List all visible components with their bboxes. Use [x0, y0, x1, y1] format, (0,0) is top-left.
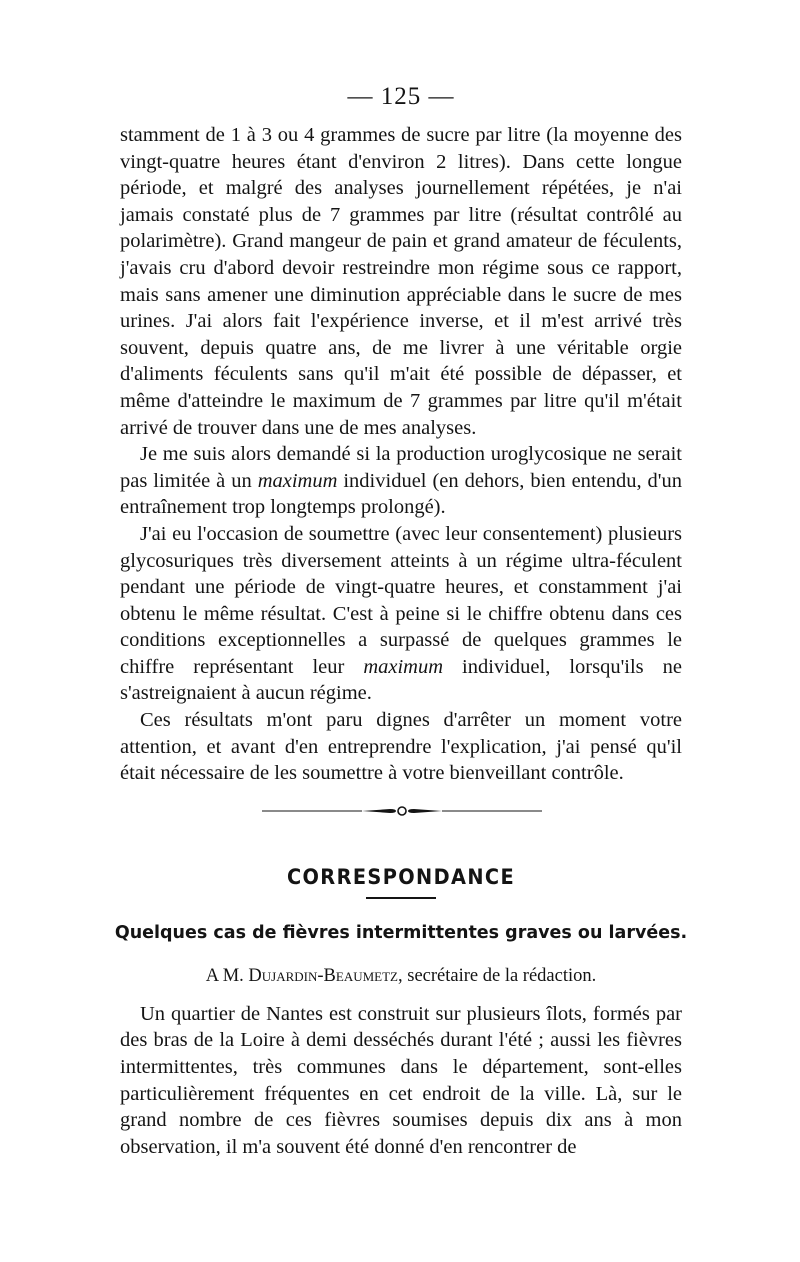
- paragraph-continuation: stamment de 1 à 3 ou 4 grammes de sucre par litre (la moyenne des vingt-quatre heures étant d'environ 2 litres). Dans cette longue période, et malgré des analyses journellement répétées, je n'ai jamais constaté plus de 7 grammes par litre (résultat contrôlé au polarimètre). Grand mangeur de pain et grand amateur de féculents, j'avais cru d'abord devoir restreindre mon régime sous ce rapport, mais sans amener une diminution appréciable dans le sucre de mes urines. J'ai alors fait l'expérience inverse, et il m'est arrivé très souvent, depuis quatre ans, de me livrer à une véritable orgie d'aliments féculents sans qu'il m'ait été possible de dépasser, et même d'atteindre le maximum de 7 grammes par litre qu'il m'était arrivé de trouver dans une de mes analyses.: [120, 124, 682, 439]
- paragraph-nantes: Un quartier de Nantes est construit sur plusieurs îlots, formés par des bras de la Loire à demi desséchés durant l'été ; aussi les fièvres intermittentes, très communes dans le département, sont-elles particulièrement fréquentes en cet endroit de la ville. Là, sur le grand nombre de ces fièvres soumises depuis dix ans à mon observation, il m'a souvent été donné d'en rencontrer de: [120, 1002, 682, 1158]
- addressee-prefix: A M.: [205, 965, 249, 986]
- paragraph-text: J'ai eu l'occasion de soumettre (avec leur consentement) plusieurs glycosuriques très diversement atteints à un régime ultra-féculent pendant une période de vingt-quatre heures, et constamment j'ai obtenu le même résultat. C'est à peine si le chiffre obtenu dans ces conditions exceptionnelles a surpassé de quelques grammes le chiffre représentant leur: [120, 522, 682, 678]
- ornamental-separator: [120, 797, 682, 825]
- addressee-suffix: , secrétaire de la rédaction.: [398, 965, 597, 986]
- section-title: CORRESPONDANCE: [286, 864, 516, 889]
- paragraph-text: Je me suis alors demandé si la production uroglycosique ne serait pas limitée à un: [120, 443, 682, 492]
- article-title: Quelques cas de fièvres intermittentes graves ou larvées.: [114, 922, 688, 943]
- paragraph-experiment: [120, 521, 682, 707]
- addressee-line: [120, 963, 682, 989]
- addressee-name: Dujardin-Beaumetz: [248, 965, 398, 986]
- italic-term: maximum: [257, 469, 338, 492]
- document-page: [114, 82, 688, 1160]
- paragraph-maximum-question: [120, 441, 682, 521]
- paragraph-text: individuel (en dehors, bien entendu, d'un entraînement trop longtemps prolongé).: [120, 469, 682, 519]
- paragraph-conclusion: Ces résultats m'ont paru dignes d'arrêter un moment votre attention, et avant d'en entreprendre l'explication, j'ai pensé qu'il était nécessaire de les soumettre à votre bienveillant contrôle.: [120, 709, 682, 785]
- title-underline: [366, 897, 436, 899]
- paragraph-text: individuel, lorsqu'ils ne s'astreignaient à aucun régime.: [120, 655, 682, 705]
- page-number: — 125 —: [347, 83, 455, 110]
- separator-ornament-icon: [262, 801, 542, 821]
- italic-term: maximum: [363, 655, 444, 678]
